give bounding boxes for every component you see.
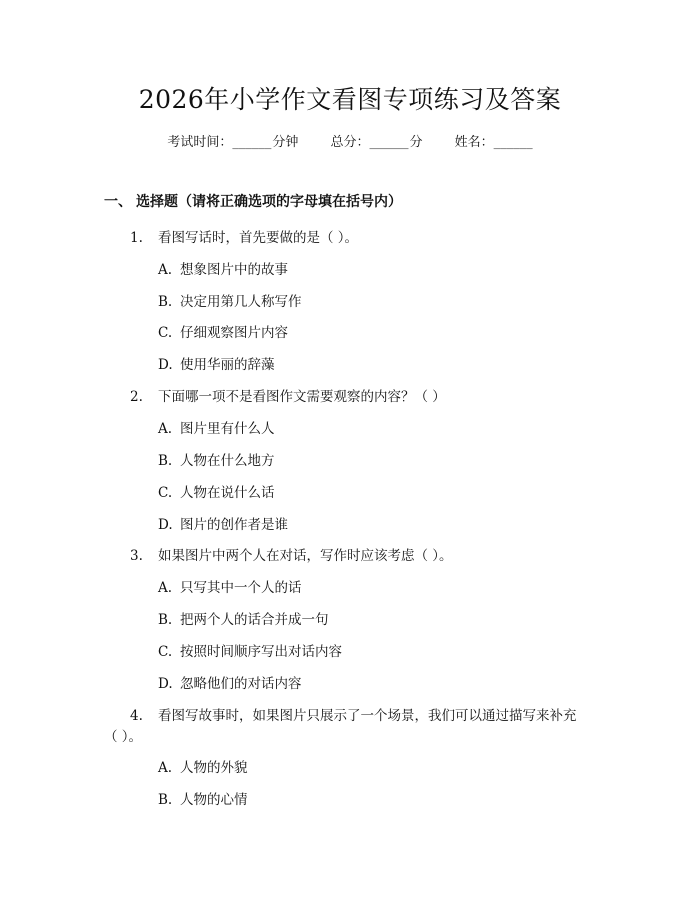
- section-title: 选择题（请将正确选项的字母填在括号内）: [136, 194, 402, 210]
- option-2a: [158, 417, 275, 437]
- option-letter: A.: [158, 580, 173, 596]
- question-text: 如果图片中两个人在对话，写作时应该考虑（ ）。: [158, 548, 453, 564]
- option-text: 人物的外貌: [180, 760, 248, 776]
- option-letter: D.: [158, 357, 173, 373]
- total-score: [330, 131, 422, 150]
- student-name-label: 姓名：: [454, 135, 494, 150]
- question-text: 下面哪一项不是看图作文需要观察的内容？（ ）: [158, 389, 446, 405]
- option-3d: [158, 672, 302, 692]
- option-text: 使用华丽的辞藻: [180, 357, 275, 373]
- option-4a: [158, 756, 248, 776]
- option-letter: D.: [158, 517, 173, 533]
- student-name-blank: ______: [493, 135, 533, 150]
- exam-meta: [0, 131, 700, 150]
- option-text: 把两个人的话合并成一句: [180, 612, 329, 628]
- option-letter: A.: [158, 760, 173, 776]
- option-3a: [158, 576, 302, 596]
- question-number: 4.: [130, 708, 143, 724]
- option-text: 忽略他们的对话内容: [180, 676, 302, 692]
- option-letter: B.: [158, 792, 173, 808]
- option-text: 图片里有什么人: [180, 421, 275, 437]
- question-number: 2.: [130, 389, 143, 405]
- total-score-unit: 分: [409, 135, 423, 150]
- question-number: 1.: [130, 230, 143, 246]
- option-text: 人物在说什么话: [180, 485, 275, 501]
- student-name: [455, 131, 533, 150]
- question-number: 3.: [130, 548, 143, 564]
- total-score-blank: ______: [369, 135, 409, 150]
- option-text: 决定用第几人称写作: [180, 294, 302, 310]
- option-text: 按照时间顺序写出对话内容: [180, 644, 342, 660]
- page-title: 2026年小学作文看图专项练习及答案: [138, 85, 562, 114]
- question-text: 看图写故事时，如果图片只展示了一个场景，我们可以通过描写来补充: [158, 708, 577, 724]
- option-letter: B.: [158, 612, 173, 628]
- section-number: 一、: [104, 194, 132, 210]
- question-1: [130, 226, 358, 246]
- option-letter: C.: [158, 485, 173, 501]
- option-text: 图片的创作者是谁: [180, 517, 288, 533]
- option-letter: C.: [158, 644, 173, 660]
- option-text: 仔细观察图片内容: [180, 325, 288, 341]
- option-text: 人物在什么地方: [180, 453, 275, 469]
- option-4b: [158, 788, 248, 808]
- option-text: 人物的心情: [180, 792, 248, 808]
- option-2c: [158, 481, 275, 501]
- exam-time-unit: 分钟: [272, 135, 299, 150]
- question-4: [130, 704, 577, 724]
- question-text: 看图写话时，首先要做的是（ ）。: [158, 230, 359, 246]
- option-letter: B.: [158, 453, 173, 469]
- option-text: 只写其中一个人的话: [180, 580, 302, 596]
- question-3: [130, 544, 453, 564]
- exam-time: [167, 131, 298, 150]
- total-score-label: 总分：: [330, 135, 370, 150]
- option-2d: [158, 513, 288, 533]
- option-1b: [158, 290, 302, 310]
- option-letter: A.: [158, 262, 173, 278]
- option-3c: [158, 640, 342, 660]
- question-4-continuation: （ ）。: [104, 729, 143, 745]
- option-1c: [158, 321, 288, 341]
- option-2b: [158, 449, 275, 469]
- option-1d: [158, 353, 275, 373]
- section-heading: [104, 191, 402, 211]
- option-letter: A.: [158, 421, 173, 437]
- option-text: 想象图片中的故事: [180, 262, 288, 278]
- option-letter: B.: [158, 294, 173, 310]
- exam-time-blank: ______: [232, 135, 272, 150]
- option-3b: [158, 608, 329, 628]
- exam-time-label: 考试时间：: [167, 135, 233, 150]
- option-letter: C.: [158, 325, 173, 341]
- option-letter: D.: [158, 676, 173, 692]
- option-1a: [158, 258, 288, 278]
- question-2: [130, 385, 446, 405]
